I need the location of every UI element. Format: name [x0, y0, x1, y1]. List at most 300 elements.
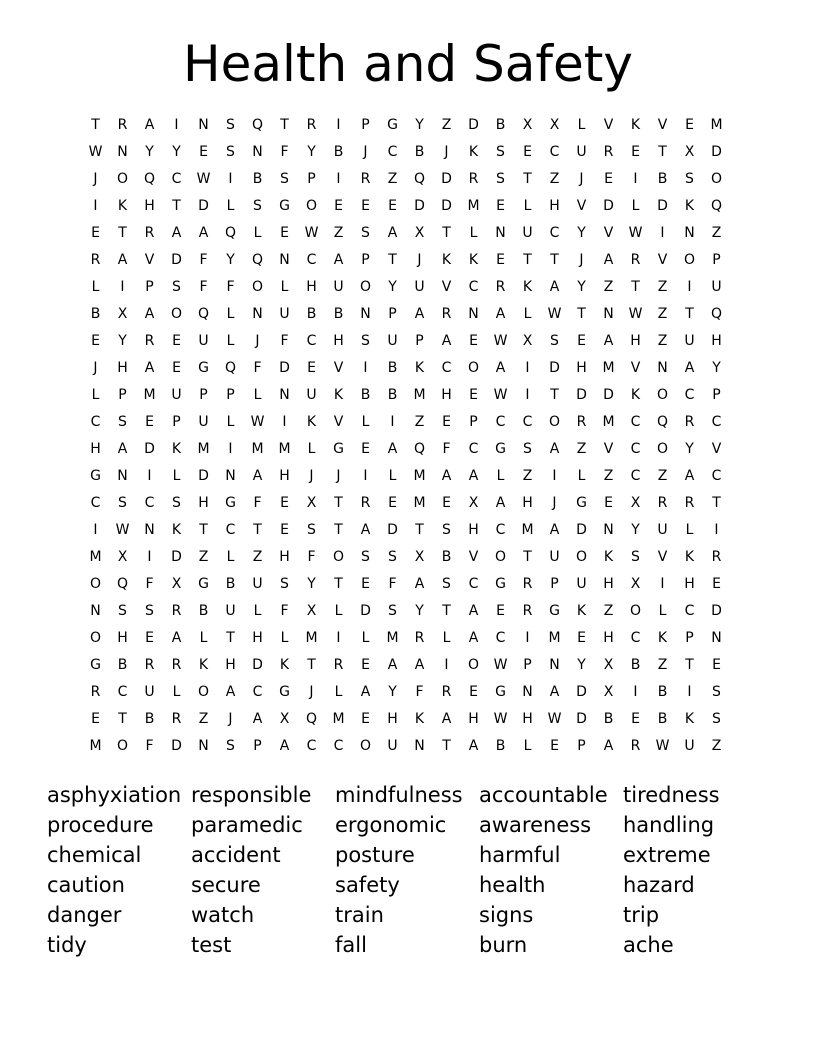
grid-letter[interactable]: L [172, 468, 181, 484]
grid-letter[interactable]: Y [631, 522, 640, 538]
grid-letter[interactable]: R [522, 576, 533, 592]
grid-letter[interactable]: Z [657, 306, 668, 322]
grid-letter[interactable]: H [522, 711, 533, 727]
grid-letter[interactable]: K [414, 711, 425, 727]
grid-letter[interactable]: D [711, 144, 722, 160]
grid-letter[interactable]: B [333, 144, 344, 160]
grid-letter[interactable]: C [630, 630, 641, 646]
grid-letter[interactable]: X [117, 306, 128, 322]
grid-letter[interactable]: E [307, 360, 316, 376]
grid-letter[interactable]: S [118, 495, 127, 511]
grid-letter[interactable]: E [280, 522, 289, 538]
grid-letter[interactable]: S [361, 549, 370, 565]
grid-letter[interactable]: T [442, 738, 451, 754]
grid-letter[interactable]: N [360, 306, 371, 322]
grid-letter[interactable]: W [493, 711, 508, 727]
grid-letter[interactable]: E [361, 441, 370, 457]
grid-letter[interactable]: V [441, 279, 452, 295]
grid-letter[interactable]: W [628, 225, 643, 241]
grid-letter[interactable]: O [575, 549, 588, 565]
grid-letter[interactable]: P [361, 252, 370, 268]
grid-letter[interactable]: H [630, 333, 641, 349]
grid-letter[interactable]: O [332, 549, 345, 565]
grid-letter[interactable]: H [117, 630, 128, 646]
grid-letter[interactable]: A [144, 306, 155, 322]
grid-letter[interactable]: R [576, 414, 587, 430]
grid-letter[interactable]: A [468, 603, 479, 619]
grid-letter[interactable]: P [469, 414, 478, 430]
grid-letter[interactable]: Z [549, 171, 560, 187]
grid-letter[interactable]: A [171, 630, 182, 646]
grid-letter[interactable]: Q [656, 414, 669, 430]
grid-letter[interactable]: K [279, 657, 290, 673]
grid-letter[interactable]: O [467, 657, 480, 673]
grid-letter[interactable]: C [522, 414, 533, 430]
grid-letter[interactable]: C [306, 333, 317, 349]
grid-letter[interactable]: L [361, 630, 370, 646]
grid-letter[interactable]: Y [577, 657, 586, 673]
grid-letter[interactable]: U [549, 549, 560, 565]
grid-letter[interactable]: D [171, 738, 182, 754]
grid-letter[interactable]: C [495, 630, 506, 646]
grid-letter[interactable]: I [228, 171, 233, 187]
grid-letter[interactable]: G [495, 441, 506, 457]
grid-letter[interactable]: N [603, 306, 614, 322]
grid-letter[interactable]: X [603, 684, 614, 700]
grid-letter[interactable]: Q [143, 171, 156, 187]
grid-letter[interactable]: S [523, 441, 532, 457]
grid-letter[interactable]: E [91, 333, 100, 349]
grid-letter[interactable]: R [90, 684, 101, 700]
grid-letter[interactable]: D [441, 198, 452, 214]
grid-letter[interactable]: T [523, 549, 532, 565]
grid-letter[interactable]: K [657, 630, 668, 646]
grid-letter[interactable]: E [604, 171, 613, 187]
grid-letter[interactable]: V [333, 414, 344, 430]
grid-letter[interactable]: W [250, 414, 265, 430]
grid-letter[interactable]: H [549, 198, 560, 214]
grid-letter[interactable]: X [306, 495, 317, 511]
grid-letter[interactable]: S [118, 414, 127, 430]
grid-letter[interactable]: Q [251, 252, 264, 268]
grid-letter[interactable]: Z [603, 279, 614, 295]
grid-letter[interactable]: U [576, 144, 587, 160]
grid-letter[interactable]: J [93, 360, 98, 376]
grid-letter[interactable]: T [334, 576, 343, 592]
grid-letter[interactable]: U [279, 306, 290, 322]
grid-letter[interactable]: C [468, 279, 479, 295]
grid-letter[interactable]: A [549, 279, 560, 295]
grid-letter[interactable]: M [386, 630, 399, 646]
grid-letter[interactable]: H [198, 495, 209, 511]
grid-letter[interactable]: F [388, 576, 397, 592]
grid-letter[interactable]: T [280, 117, 289, 133]
grid-letter[interactable]: I [714, 522, 719, 538]
grid-letter[interactable]: M [143, 387, 156, 403]
grid-letter[interactable]: W [547, 306, 562, 322]
grid-letter[interactable]: Z [252, 549, 263, 565]
grid-letter[interactable]: M [89, 738, 102, 754]
grid-letter[interactable]: V [603, 441, 614, 457]
grid-letter[interactable]: B [252, 171, 263, 187]
grid-letter[interactable]: E [496, 603, 505, 619]
grid-letter[interactable]: V [603, 117, 614, 133]
grid-letter[interactable]: K [684, 198, 695, 214]
grid-letter[interactable]: O [251, 279, 264, 295]
grid-letter[interactable]: S [361, 225, 370, 241]
grid-letter[interactable]: A [603, 738, 614, 754]
grid-letter[interactable]: Z [387, 171, 398, 187]
grid-letter[interactable]: R [171, 657, 182, 673]
grid-letter[interactable]: G [495, 684, 506, 700]
grid-letter[interactable]: I [120, 279, 125, 295]
grid-letter[interactable]: N [117, 468, 128, 484]
grid-letter[interactable]: F [253, 495, 262, 511]
grid-letter[interactable]: W [115, 522, 130, 538]
grid-letter[interactable]: E [388, 198, 397, 214]
grid-letter[interactable]: X [414, 549, 425, 565]
grid-letter[interactable]: I [525, 360, 530, 376]
grid-letter[interactable]: Q [197, 306, 210, 322]
grid-letter[interactable]: C [630, 468, 641, 484]
grid-letter[interactable]: L [172, 684, 181, 700]
grid-letter[interactable]: E [361, 576, 370, 592]
grid-letter[interactable]: E [496, 252, 505, 268]
grid-letter[interactable]: S [226, 738, 235, 754]
grid-letter[interactable]: I [660, 576, 665, 592]
grid-letter[interactable]: R [306, 117, 317, 133]
grid-letter[interactable]: U [657, 522, 668, 538]
grid-letter[interactable]: F [442, 441, 451, 457]
grid-letter[interactable]: Y [577, 225, 586, 241]
grid-letter[interactable]: N [252, 306, 263, 322]
grid-letter[interactable]: F [199, 279, 208, 295]
grid-letter[interactable]: A [360, 522, 371, 538]
grid-letter[interactable]: A [117, 252, 128, 268]
grid-letter[interactable]: E [361, 198, 370, 214]
grid-letter[interactable]: T [550, 387, 559, 403]
grid-letter[interactable]: A [225, 684, 236, 700]
grid-letter[interactable]: V [657, 549, 668, 565]
grid-letter[interactable]: F [253, 360, 262, 376]
grid-letter[interactable]: M [278, 441, 291, 457]
grid-letter[interactable]: E [442, 414, 451, 430]
grid-letter[interactable]: T [334, 522, 343, 538]
grid-letter[interactable]: N [252, 144, 263, 160]
grid-letter[interactable]: C [387, 144, 398, 160]
grid-letter[interactable]: O [629, 603, 642, 619]
grid-letter[interactable]: C [495, 522, 506, 538]
grid-letter[interactable]: H [144, 198, 155, 214]
grid-letter[interactable]: U [333, 279, 344, 295]
grid-letter[interactable]: X [117, 549, 128, 565]
grid-letter[interactable]: D [576, 522, 587, 538]
grid-letter[interactable]: C [117, 684, 128, 700]
grid-letter[interactable]: M [413, 495, 426, 511]
grid-letter[interactable]: S [631, 549, 640, 565]
grid-letter[interactable]: O [548, 414, 561, 430]
grid-letter[interactable]: R [171, 603, 182, 619]
grid-letter[interactable]: I [525, 630, 530, 646]
grid-letter[interactable]: Y [415, 117, 424, 133]
grid-letter[interactable]: X [630, 495, 641, 511]
grid-letter[interactable]: Z [333, 225, 344, 241]
grid-letter[interactable]: M [305, 630, 318, 646]
grid-letter[interactable]: N [468, 306, 479, 322]
grid-letter[interactable]: E [631, 711, 640, 727]
grid-letter[interactable]: S [361, 333, 370, 349]
grid-letter[interactable]: P [712, 387, 721, 403]
grid-letter[interactable]: P [253, 738, 262, 754]
grid-letter[interactable]: N [522, 684, 533, 700]
grid-letter[interactable]: H [576, 360, 587, 376]
grid-letter[interactable]: P [145, 279, 154, 295]
grid-letter[interactable]: D [468, 117, 479, 133]
grid-letter[interactable]: C [684, 387, 695, 403]
grid-letter[interactable]: V [333, 360, 344, 376]
grid-letter[interactable]: S [442, 522, 451, 538]
grid-letter[interactable]: E [469, 333, 478, 349]
grid-letter[interactable]: C [252, 684, 263, 700]
grid-letter[interactable]: N [198, 117, 209, 133]
grid-letter[interactable]: A [387, 657, 398, 673]
grid-letter[interactable]: M [413, 387, 426, 403]
grid-letter[interactable]: G [198, 360, 209, 376]
grid-letter[interactable]: H [711, 333, 722, 349]
grid-letter[interactable]: O [170, 306, 183, 322]
grid-letter[interactable]: R [441, 684, 452, 700]
grid-letter[interactable]: L [334, 684, 343, 700]
grid-letter[interactable]: A [468, 630, 479, 646]
grid-letter[interactable]: W [304, 225, 319, 241]
grid-letter[interactable]: G [387, 117, 398, 133]
grid-letter[interactable]: T [550, 252, 559, 268]
grid-letter[interactable]: C [495, 414, 506, 430]
grid-letter[interactable]: N [711, 630, 722, 646]
grid-letter[interactable]: E [604, 495, 613, 511]
grid-letter[interactable]: H [387, 711, 398, 727]
grid-letter[interactable]: Y [307, 576, 316, 592]
grid-letter[interactable]: J [255, 333, 260, 349]
grid-letter[interactable]: L [361, 414, 370, 430]
grid-letter[interactable]: M [521, 522, 534, 538]
grid-letter[interactable]: I [687, 279, 692, 295]
grid-letter[interactable]: C [306, 252, 317, 268]
grid-letter[interactable]: H [279, 549, 290, 565]
grid-letter[interactable]: T [442, 225, 451, 241]
grid-letter[interactable]: B [657, 711, 668, 727]
grid-letter[interactable]: Q [305, 711, 318, 727]
grid-letter[interactable]: L [280, 279, 289, 295]
grid-letter[interactable]: E [469, 684, 478, 700]
grid-letter[interactable]: A [279, 738, 290, 754]
grid-letter[interactable]: C [630, 414, 641, 430]
grid-letter[interactable]: L [199, 630, 208, 646]
grid-letter[interactable]: N [279, 252, 290, 268]
grid-letter[interactable]: M [467, 198, 480, 214]
grid-letter[interactable]: Y [577, 279, 586, 295]
grid-letter[interactable]: G [225, 495, 236, 511]
grid-letter[interactable]: C [90, 414, 101, 430]
grid-letter[interactable]: N [279, 387, 290, 403]
grid-letter[interactable]: U [198, 333, 209, 349]
grid-letter[interactable]: M [197, 441, 210, 457]
grid-letter[interactable]: U [225, 603, 236, 619]
grid-letter[interactable]: G [90, 657, 101, 673]
grid-letter[interactable]: Z [657, 657, 668, 673]
grid-letter[interactable]: E [145, 414, 154, 430]
grid-letter[interactable]: T [523, 252, 532, 268]
grid-letter[interactable]: F [226, 279, 235, 295]
grid-letter[interactable]: R [144, 225, 155, 241]
grid-letter[interactable]: P [199, 387, 208, 403]
grid-letter[interactable]: O [710, 171, 723, 187]
grid-letter[interactable]: L [523, 198, 532, 214]
grid-letter[interactable]: W [493, 333, 508, 349]
grid-letter[interactable]: Z [711, 225, 722, 241]
grid-letter[interactable]: A [495, 495, 506, 511]
grid-letter[interactable]: J [93, 171, 98, 187]
grid-letter[interactable]: H [90, 441, 101, 457]
grid-letter[interactable]: B [441, 549, 452, 565]
grid-letter[interactable]: D [711, 603, 722, 619]
grid-letter[interactable]: L [226, 549, 235, 565]
grid-letter[interactable]: Q [413, 441, 426, 457]
grid-letter[interactable]: S [496, 144, 505, 160]
grid-letter[interactable]: A [171, 225, 182, 241]
grid-letter[interactable]: C [468, 441, 479, 457]
grid-letter[interactable]: Q [710, 306, 723, 322]
grid-letter[interactable]: T [415, 522, 424, 538]
grid-letter[interactable]: K [333, 387, 344, 403]
grid-letter[interactable]: B [657, 171, 668, 187]
grid-letter[interactable]: H [468, 522, 479, 538]
grid-letter[interactable]: S [118, 603, 127, 619]
grid-letter[interactable]: O [89, 630, 102, 646]
grid-letter[interactable]: U [387, 738, 398, 754]
grid-letter[interactable]: S [172, 279, 181, 295]
grid-letter[interactable]: D [414, 198, 425, 214]
grid-letter[interactable]: Y [388, 279, 397, 295]
grid-letter[interactable]: I [336, 117, 341, 133]
grid-letter[interactable]: R [684, 414, 695, 430]
grid-letter[interactable]: P [172, 414, 181, 430]
grid-letter[interactable]: W [628, 306, 643, 322]
grid-letter[interactable]: O [359, 279, 372, 295]
grid-letter[interactable]: T [226, 630, 235, 646]
grid-letter[interactable]: Q [710, 198, 723, 214]
grid-letter[interactable]: H [468, 711, 479, 727]
grid-letter[interactable]: P [712, 252, 721, 268]
grid-letter[interactable]: K [684, 711, 695, 727]
grid-letter[interactable]: K [576, 603, 587, 619]
grid-letter[interactable]: W [655, 738, 670, 754]
grid-letter[interactable]: K [171, 441, 182, 457]
grid-letter[interactable]: C [333, 738, 344, 754]
grid-letter[interactable]: B [387, 360, 398, 376]
grid-letter[interactable]: C [630, 441, 641, 457]
grid-letter[interactable]: E [712, 576, 721, 592]
grid-letter[interactable]: P [118, 387, 127, 403]
grid-letter[interactable]: L [253, 225, 262, 241]
grid-letter[interactable]: A [549, 522, 560, 538]
grid-letter[interactable]: E [280, 225, 289, 241]
grid-letter[interactable]: H [333, 333, 344, 349]
grid-letter[interactable]: Z [603, 603, 614, 619]
grid-letter[interactable]: R [522, 603, 533, 619]
grid-letter[interactable]: Q [413, 171, 426, 187]
grid-letter[interactable]: J [444, 144, 449, 160]
grid-letter[interactable]: D [549, 360, 560, 376]
grid-letter[interactable]: J [309, 684, 314, 700]
grid-letter[interactable]: G [333, 441, 344, 457]
grid-letter[interactable]: P [226, 387, 235, 403]
grid-letter[interactable]: A [144, 360, 155, 376]
grid-letter[interactable]: N [684, 225, 695, 241]
grid-letter[interactable]: A [603, 252, 614, 268]
grid-letter[interactable]: L [658, 603, 667, 619]
grid-letter[interactable]: T [685, 306, 694, 322]
grid-letter[interactable]: D [657, 198, 668, 214]
grid-letter[interactable]: N [198, 738, 209, 754]
grid-letter[interactable]: V [657, 252, 668, 268]
grid-letter[interactable]: H [306, 279, 317, 295]
grid-letter[interactable]: T [577, 306, 586, 322]
grid-letter[interactable]: D [387, 522, 398, 538]
grid-letter[interactable]: I [336, 630, 341, 646]
grid-letter[interactable]: F [307, 549, 316, 565]
grid-letter[interactable]: U [171, 387, 182, 403]
grid-letter[interactable]: R [441, 306, 452, 322]
grid-letter[interactable]: U [387, 333, 398, 349]
grid-letter[interactable]: S [712, 711, 721, 727]
grid-letter[interactable]: C [684, 603, 695, 619]
grid-letter[interactable]: P [685, 630, 694, 646]
grid-letter[interactable]: D [171, 549, 182, 565]
grid-letter[interactable]: O [683, 252, 696, 268]
grid-letter[interactable]: X [171, 576, 182, 592]
grid-letter[interactable]: W [88, 144, 103, 160]
grid-letter[interactable]: U [711, 279, 722, 295]
grid-letter[interactable]: D [252, 657, 263, 673]
grid-letter[interactable]: L [685, 522, 694, 538]
grid-letter[interactable]: U [252, 576, 263, 592]
grid-letter[interactable]: D [198, 468, 209, 484]
grid-letter[interactable]: Z [657, 279, 668, 295]
grid-letter[interactable]: U [684, 333, 695, 349]
grid-letter[interactable]: I [336, 171, 341, 187]
grid-letter[interactable]: E [280, 495, 289, 511]
grid-letter[interactable]: E [334, 198, 343, 214]
grid-letter[interactable]: E [577, 333, 586, 349]
grid-letter[interactable]: U [576, 576, 587, 592]
grid-letter[interactable]: K [441, 252, 452, 268]
grid-letter[interactable]: D [360, 603, 371, 619]
grid-letter[interactable]: U [684, 738, 695, 754]
grid-letter[interactable]: S [280, 171, 289, 187]
grid-letter[interactable]: B [657, 684, 668, 700]
grid-letter[interactable]: O [656, 387, 669, 403]
grid-letter[interactable]: Y [685, 441, 694, 457]
grid-letter[interactable]: D [441, 171, 452, 187]
grid-letter[interactable]: H [252, 630, 263, 646]
grid-letter[interactable]: E [172, 360, 181, 376]
grid-letter[interactable]: V [603, 225, 614, 241]
grid-letter[interactable]: Y [145, 144, 154, 160]
grid-letter[interactable]: O [467, 360, 480, 376]
grid-letter[interactable]: I [93, 198, 98, 214]
grid-letter[interactable]: W [493, 387, 508, 403]
